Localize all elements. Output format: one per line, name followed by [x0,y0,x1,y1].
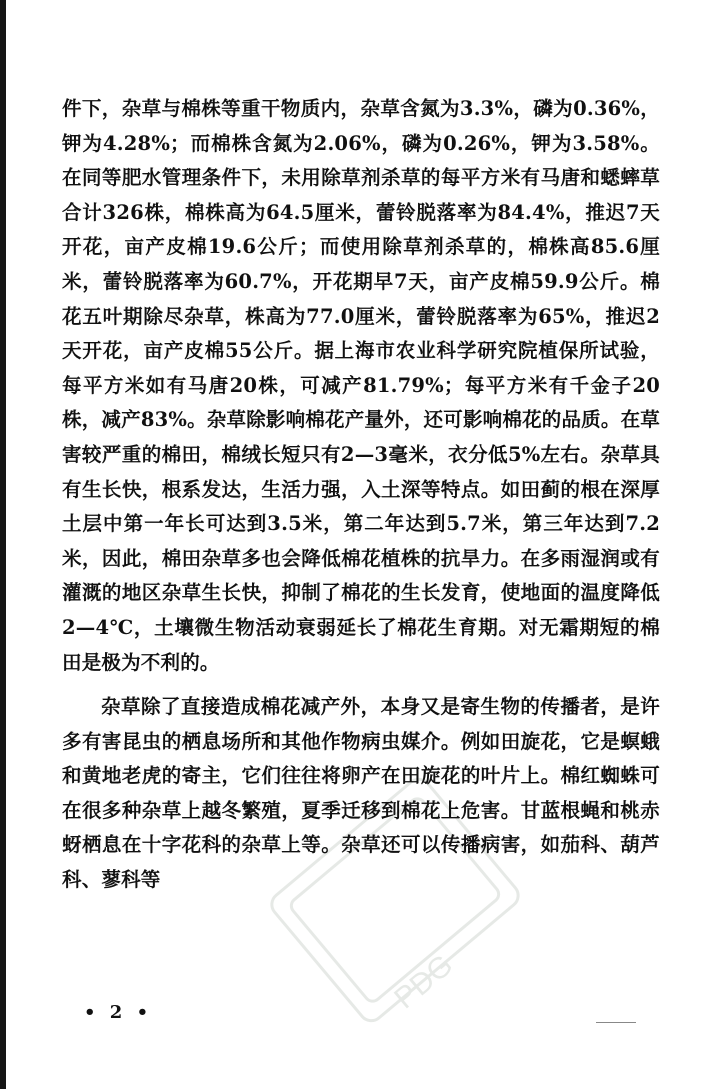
text-line: 米，衣分低5%左右。杂草具有生长快，根系发达，生活力 [62,442,660,501]
text-line: 验，每平方米如有马唐20株，可减产81.79%；每平方米有 [62,339,660,397]
text-line: 者，是许多有害昆虫的栖息场所和其他作物病虫媒介。例如 [62,695,660,753]
paragraph-2 [62,690,660,898]
text-line: 棉田杂草多也会降低棉花植株的抗旱力。在多雨湿润或有灌 [62,546,660,605]
text-line: 田旋花，它是螟蛾和黄地老虎的寄主，它们往往将卵产在 [62,729,660,788]
text-line: 开花，亩产皮棉55公斤。据上海市农业科学研究院植保所试 [82,339,620,363]
scan-edge-shadow [0,0,6,1089]
paragraph-1-text [62,92,660,680]
text-line: 响棉花的品质。在草害较严重的棉田，棉绒长短只有2—3毫 [62,408,660,466]
text-line: 平方米有马唐和蟋蟀草合计326株，棉株高为64.5厘米，蕾 [62,166,660,224]
text-line: 件下，杂草与棉株等重干物质内，杂草含氮为3.3%，磷为 [62,97,574,120]
text-line: 千金子20株，减产83%。杂草除影响棉花产量外，还可影 [62,373,660,432]
text-line: 尽杂草，株高为77.0厘米，蕾铃脱落率为65%，推迟2天 [62,304,660,363]
text-line: 到3.5米，第二年达到5.7米，第三年达到7.2米，因此， [62,512,660,570]
text-line: 铃脱落率为84.4%，推迟7天开花，亩产皮棉19.6公斤； [62,200,661,259]
text-line: 而使用除草剂杀草的，棉株高85.6厘米，蕾铃脱落率为 [62,235,661,293]
paragraph-2-text [62,690,660,898]
text-line: 钾为3.58%。在同等肥水管理条件下，未用除草剂杀草的每 [62,131,660,190]
text-line: 0.36%，钾为4.28%；而棉株含氮为2.06%，磷为0.26%， [62,97,660,155]
text-line: 强，入土深等特点。如田蓟的根在深厚土层中第一年长可达 [62,477,660,536]
text-line: 杂草除了直接造成棉花减产外，本身又是寄生物的传播 [101,695,581,719]
text-line: 田旋花的叶片上。棉红蜘蛛可在很多种杂草上越冬繁殖，夏 [62,764,660,822]
watermark-text: PDG [388,948,460,1016]
page-body [62,92,660,898]
text-line: 度降低2—4℃，土壤微生物活动衰弱延长了棉花生育期。对 [62,581,661,639]
paragraph-1 [62,92,660,680]
text-line: 杂草上等。杂草还可以传播病害，如茄科、葫芦科、蓼科等 [62,833,660,892]
text-line: 季迁移到棉花上危害。甘蓝根蝇和桃赤蚜栖息在十字花科的 [62,798,660,857]
text-line: 溉的地区杂草生长快，抑制了棉花的生长发育，使地面的温 [81,581,601,605]
text-line: 60.7%，开花期早7天，亩产皮棉59.9公斤。棉花五叶期除 [62,269,660,328]
page-number: • 2 • [84,1002,153,1023]
text-line: 无霜期短的棉田是极为不利的。 [62,615,660,674]
footer-rule [596,1022,636,1023]
